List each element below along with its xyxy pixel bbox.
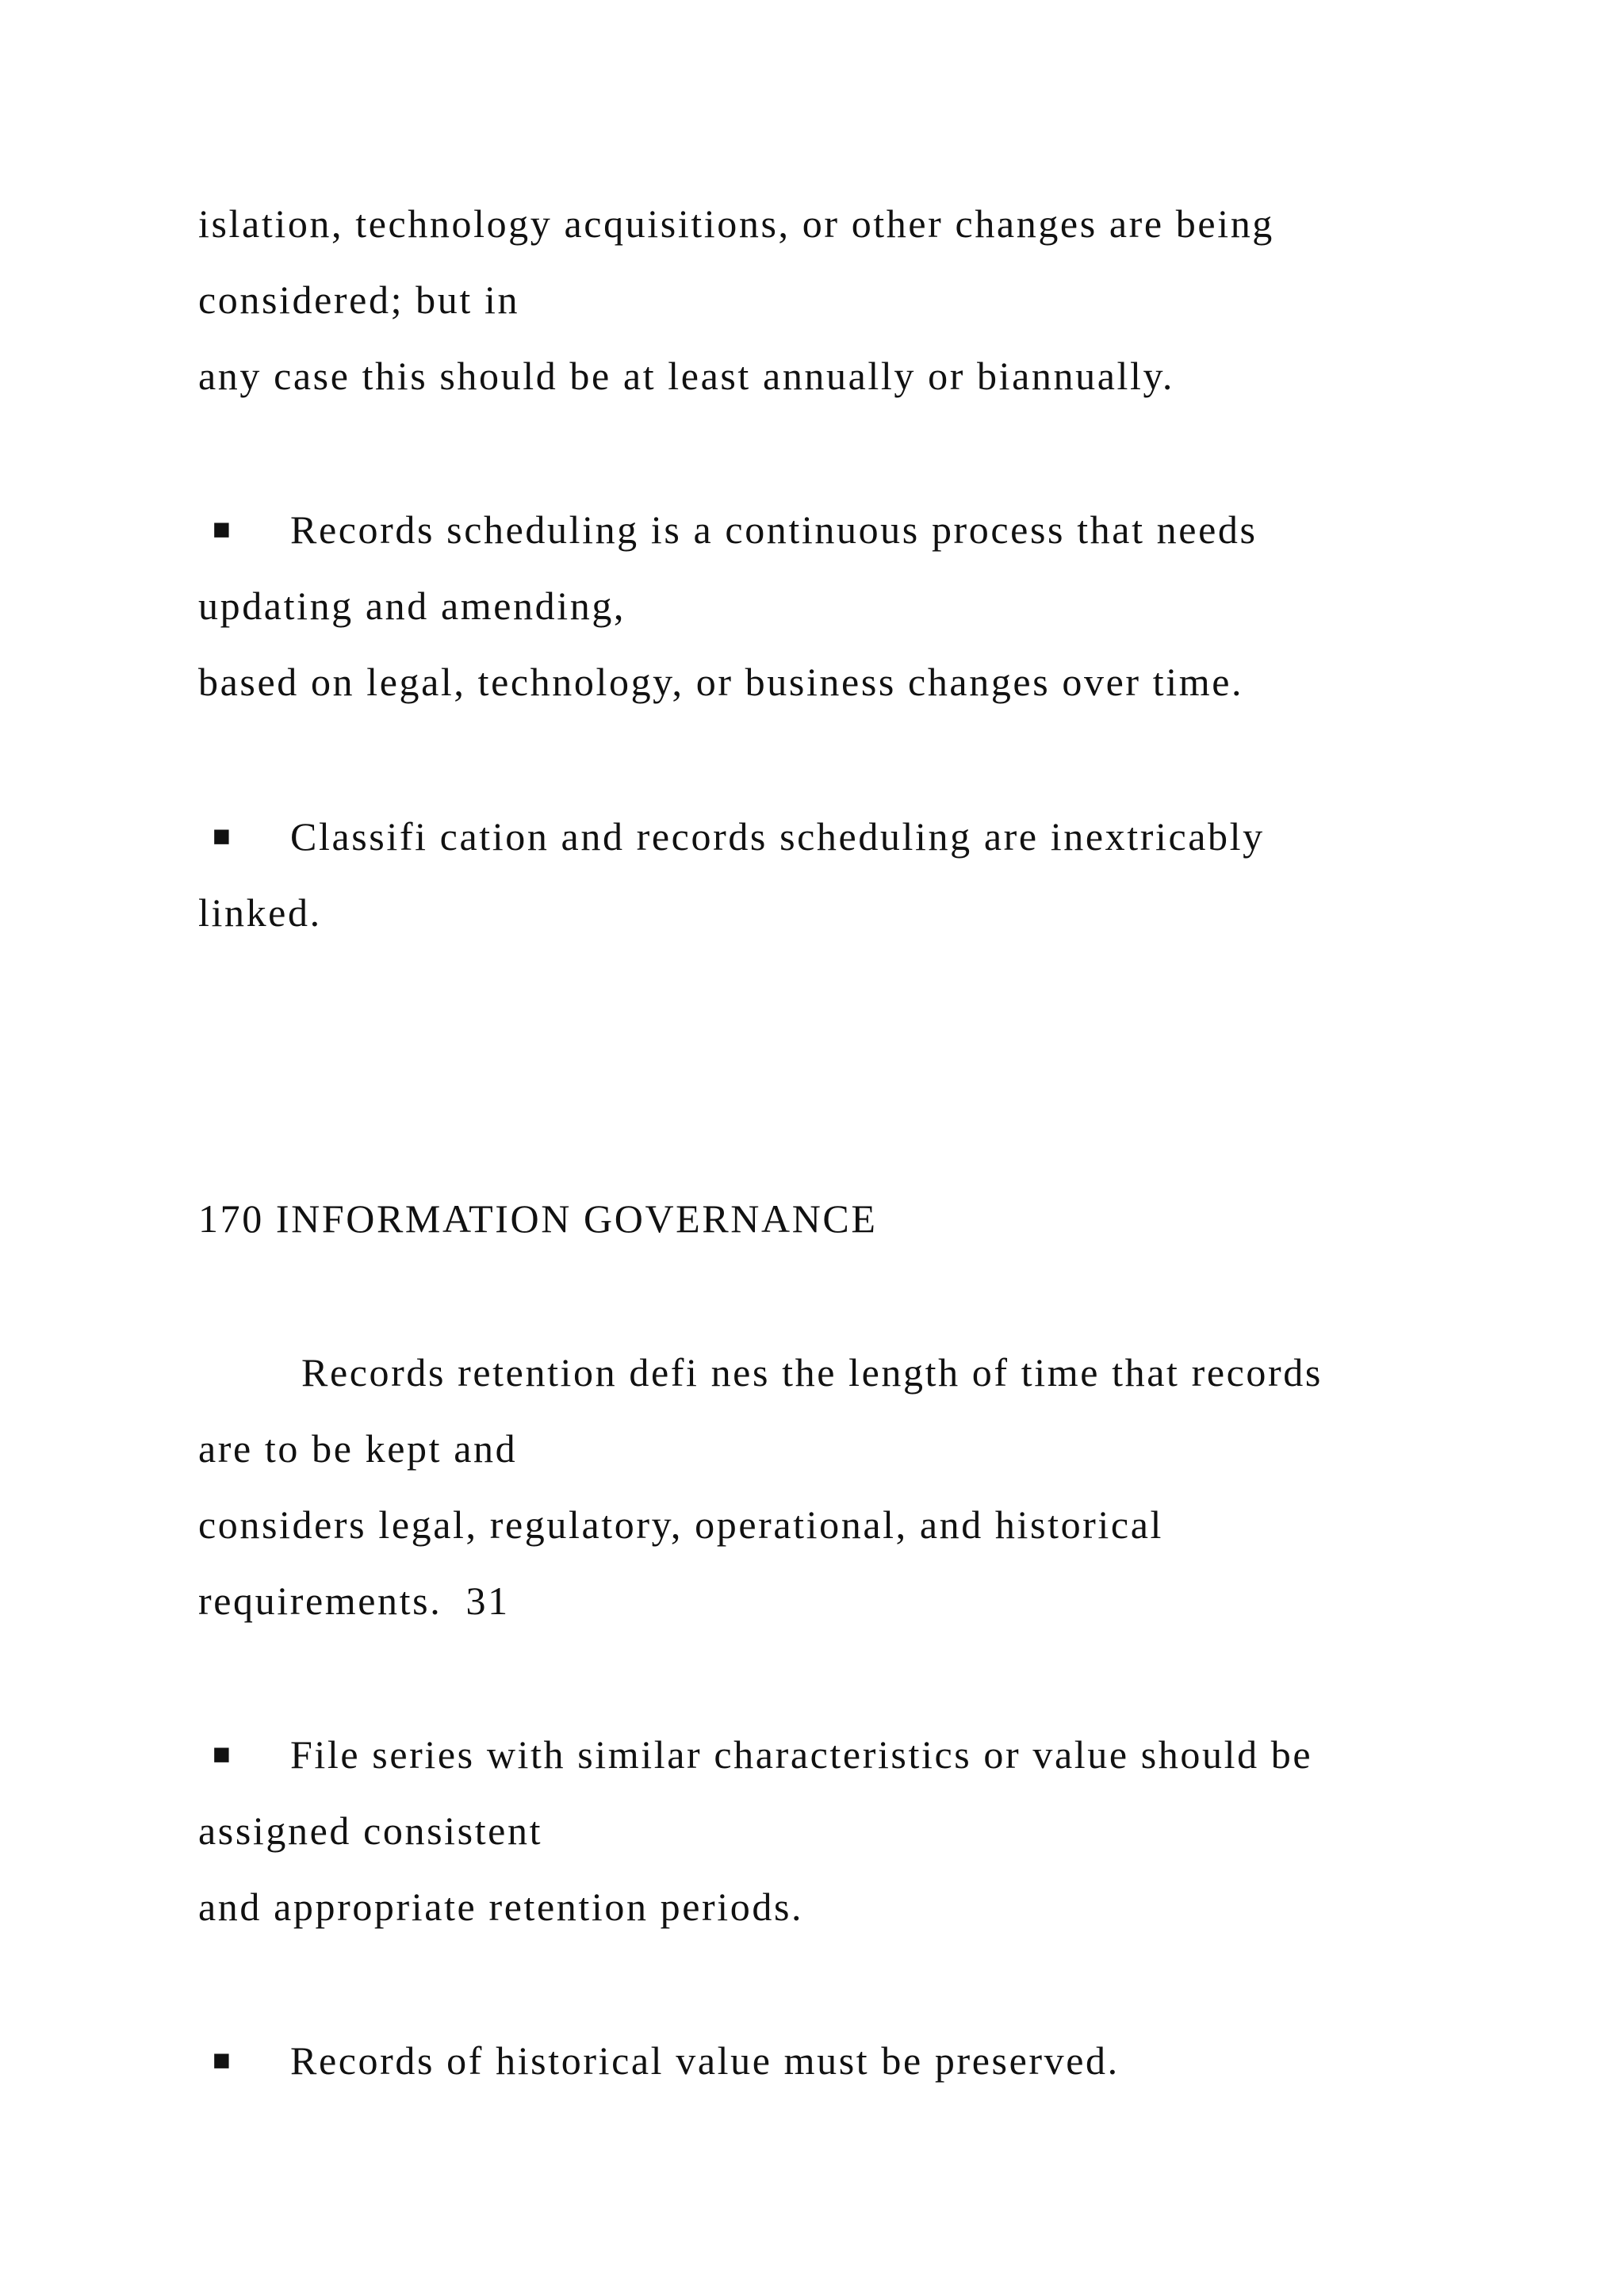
bullet-item-text: File series with similar characteristics or value should be	[290, 1732, 1313, 1777]
bullet-item-text: Classifi cation and records scheduling are inextricably	[290, 814, 1265, 859]
text-line: assigned consistent	[198, 1808, 543, 1853]
text-line: any case this should be at least annually or biannually.	[198, 354, 1174, 398]
text-line: requirements. 31	[198, 1578, 510, 1623]
text-line: are to be kept and	[198, 1426, 518, 1471]
page-header: 170 INFORMATION GOVERNANCE	[198, 1196, 878, 1241]
bullet-icon: ■	[213, 820, 231, 853]
text-line: and appropriate retention periods.	[198, 1885, 804, 1929]
bullet-icon: ■	[213, 2044, 231, 2077]
paragraph-first-line: Records retention defi nes the length of time that records	[301, 1350, 1323, 1395]
text-line: considered; but in	[198, 277, 520, 322]
bullet-item-text: Records scheduling is a continuous process that needs	[290, 507, 1258, 552]
text-line: updating and amending,	[198, 584, 626, 628]
text-line: linked.	[198, 890, 322, 935]
text-line: based on legal, technology, or business changes over time.	[198, 660, 1244, 704]
bullet-item-text: Records of historical value must be preserved.	[290, 2038, 1120, 2083]
bullet-icon: ■	[213, 513, 231, 546]
bullet-icon: ■	[213, 1738, 231, 1771]
text-line: islation, technology acquisitions, or other changes are being	[198, 201, 1274, 246]
text-line: considers legal, regulatory, operational, and historical	[198, 1502, 1163, 1547]
